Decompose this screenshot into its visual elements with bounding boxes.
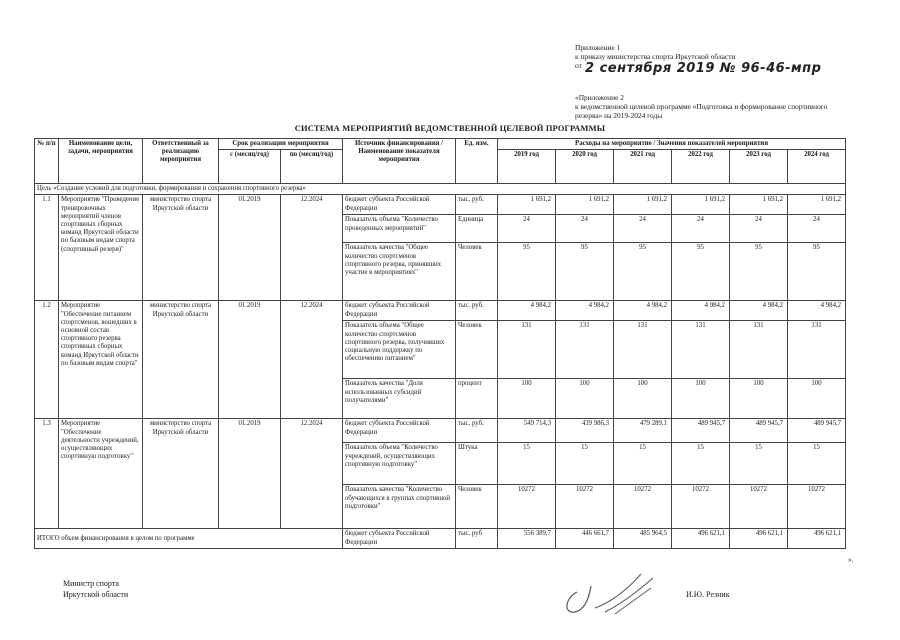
position-line2: Иркутской области [63,590,129,599]
sub-source: Показатель качества "Доля использованных субсидий получателями" [343,379,456,419]
sub-value: 131 [788,321,846,379]
sub-value: 1 691,2 [730,195,788,215]
sub-value: 1 691,2 [614,195,672,215]
row-to: 12.2024 [281,301,343,419]
header-name: Наименование цели, задачи, мероприятия [59,139,143,184]
row-from: 01.2019 [219,301,281,419]
total-value: 496 621,1 [730,529,788,549]
sub-value: 131 [556,321,614,379]
sub-value: 95 [614,243,672,301]
sub-value: 4 984,2 [614,301,672,321]
sub-source: Показатель качества "Количество обучающихся в группах спортивной подготовки" [343,485,456,529]
total-value: 496 621,1 [788,529,846,549]
sub-value: 24 [556,215,614,243]
sub-value: 439 986,3 [556,419,614,443]
sub-value: 95 [730,243,788,301]
header-year: 2021 год [614,150,672,184]
sub-value: 15 [672,443,730,485]
sub-value: 1 691,2 [556,195,614,215]
sub-unit: процент [456,379,498,419]
sub-value: 489 945,7 [672,419,730,443]
header-num: № п/п [35,139,59,184]
sub-value: 489 945,7 [730,419,788,443]
sub-value: 100 [730,379,788,419]
row-name: Мероприятие "Проведение тренировочных мероприятий членов спортивных сборных команд Иркутской области по базовым видам спорта (спортивный резерв)" [59,195,143,301]
sub-value: 10272 [498,485,556,529]
header-year: 2019 год [498,150,556,184]
row-to: 12.2024 [281,195,343,301]
header-year: 2020 год [556,150,614,184]
position-line1: Министр спорта [63,579,119,588]
header-expenses: Расходы на мероприятие / Значения показателей мероприятия [498,139,846,150]
sub-value: 95 [788,243,846,301]
goal-row: Цель «Создание условий для подготовки, формирования и сохранения спортивного резерва» [35,184,846,195]
sub-unit: тыс. руб. [456,301,498,321]
total-unit: тыс. руб [456,529,498,549]
handwritten-order-date: 2 сентября 2019 № 96-46-мпр [585,61,822,76]
header-source: Источник финансирования / Наименование показателя мероприятия [343,139,456,184]
sub-value: 24 [498,215,556,243]
sub-unit: Единица [456,215,498,243]
header-year: 2023 год [730,150,788,184]
sub-value: 100 [672,379,730,419]
sub-value: 24 [614,215,672,243]
sub-value: 4 984,2 [498,301,556,321]
sub-value: 100 [788,379,846,419]
row-name: Мероприятие "Обеспечение питанием спортсменов, вошедших в основной состав спортивного резерва спортивных сборных команд Иркутской области по базовым видам спорта" [59,301,143,419]
sub-value: 489 945,7 [788,419,846,443]
sub-unit: Человек [456,243,498,301]
sub-source: бюджет субъекта Российской Федерации [343,301,456,321]
sub-value: 10272 [614,485,672,529]
total-label: ИТОГО объем финансирования в целом по программе [35,529,343,549]
sub-value: 15 [556,443,614,485]
sub-value: 1 691,2 [788,195,846,215]
sub-value: 131 [614,321,672,379]
row-num: 1.2 [35,301,59,419]
closing-quote: ». [848,556,854,564]
sub-unit: Человек [456,321,498,379]
sub-value: 1 691,2 [498,195,556,215]
sub-value: 15 [788,443,846,485]
row-to: 12.2024 [281,419,343,529]
header-year: 2022 год [672,150,730,184]
signatory-name: И.Ю. Резник [686,590,730,599]
program-table [34,138,846,549]
sub-unit: тыс. руб. [456,419,498,443]
document-title: СИСТЕМА МЕРОПРИЯТИЙ ВЕДОМСТВЕННОЙ ЦЕЛЕВОЙ ПРОГРАММЫ [294,124,606,133]
sub-value: 24 [730,215,788,243]
total-value: 556 389,7 [498,529,556,549]
total-value: 485 964,5 [614,529,672,549]
sub-source: Показатель качества "Общее количество спортсменов спортивного резерва, принявших участие в мероприятиях" [343,243,456,301]
signatory-position [63,578,128,600]
sub-value: 4 984,2 [730,301,788,321]
row-num: 1.1 [35,195,59,301]
annex1-label: Приложение 1 [575,43,621,52]
sub-value: 549 714,3 [498,419,556,443]
sub-value: 15 [730,443,788,485]
sub-value: 24 [788,215,846,243]
annex2-line3: резерва» на 2019-2024 годы [575,111,663,121]
total-value: 496 621,1 [672,529,730,549]
sub-value: 10272 [556,485,614,529]
row-responsible: министерство спорта Иркутской области [143,195,219,301]
order-to-label: к приказу министерства спорта Иркутской области [575,52,736,62]
sub-value: 24 [672,215,730,243]
sub-unit: Штука [456,443,498,485]
annex2-reference [575,93,827,121]
sub-value: 100 [614,379,672,419]
sub-value: 10272 [788,485,846,529]
sub-value: 15 [498,443,556,485]
sub-value: 15 [614,443,672,485]
order-from-prefix: от [575,61,582,71]
sub-value: 131 [498,321,556,379]
sub-value: 1 691,2 [672,195,730,215]
row-responsible: министерство спорта Иркутской области [143,419,219,529]
header-term-from: с (месяц/год) [219,150,281,184]
sub-value: 131 [672,321,730,379]
sub-unit: тыс. руб. [456,195,498,215]
row-from: 01.2019 [219,195,281,301]
signature-image [555,568,685,618]
total-value: 446 661,7 [556,529,614,549]
sub-value: 4 984,2 [788,301,846,321]
sub-value: 100 [556,379,614,419]
sub-value: 479 289,1 [614,419,672,443]
row-num: 1.3 [35,419,59,529]
row-from: 01.2019 [219,419,281,529]
sub-unit: Человек [456,485,498,529]
sub-source: бюджет субъекта Российской Федерации [343,195,456,215]
sub-value: 10272 [672,485,730,529]
sub-source: Показатель объема "Количество проведенных мероприятий" [343,215,456,243]
row-name: Мероприятие "Обеспечение деятельности учреждений, осуществляющих спортивную подготовку" [59,419,143,529]
sub-value: 95 [556,243,614,301]
sub-value: 95 [498,243,556,301]
sub-value: 95 [672,243,730,301]
header-responsible: Ответственный за реализацию мероприятия [143,139,219,184]
header-term: Срок реализации мероприятия [219,139,343,150]
sub-value: 4 984,2 [556,301,614,321]
sub-source: Показатель объема "Общее количество спортсменов спортивного резерва, получивших социальную поддержку по обеспечению питанием" [343,321,456,379]
header-unit: Ед. изм. [456,139,498,184]
sub-value: 10272 [730,485,788,529]
sub-value: 100 [498,379,556,419]
sub-source: бюджет субъекта Российской Федерации [343,419,456,443]
total-source: бюджет субъекта Российской Федерации [343,529,456,549]
sub-source: Показатель объема "Количество учреждений, осуществляющих спортивную подготовку" [343,443,456,485]
row-responsible: министерство спорта Иркутской области [143,301,219,419]
annex2-label: «Приложение 2 [575,93,624,102]
sub-value: 131 [730,321,788,379]
header-year: 2024 год [788,150,846,184]
annex2-line2: к ведомственной целевой программе «Подготовка и формирование спортивного [575,102,828,112]
header-term-to: по (месяц/год) [281,150,343,184]
sub-value: 4 984,2 [672,301,730,321]
